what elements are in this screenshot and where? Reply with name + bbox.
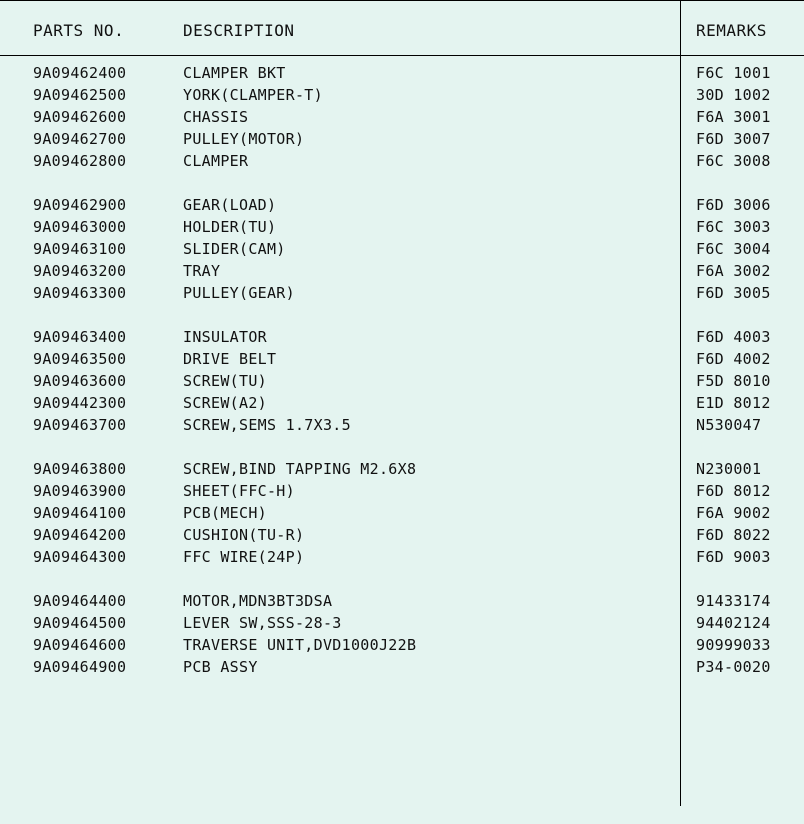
part-description: TRAY [183, 262, 221, 280]
part-description: SHEET(FFC-H) [183, 482, 295, 500]
part-number: 9A09462500 [33, 86, 127, 104]
part-description: CUSHION(TU-R) [183, 526, 305, 544]
part-number: 9A09463900 [33, 482, 127, 500]
part-description: CLAMPER BKT [183, 64, 286, 82]
part-description: SCREW(TU) [183, 372, 267, 390]
part-number: 9A09463400 [33, 328, 127, 346]
table-row [0, 326, 804, 348]
part-description: FFC WIRE(24P) [183, 548, 305, 566]
part-remark: F6D 8022 [696, 526, 771, 544]
row-group [0, 62, 804, 172]
part-remark: F6C 3003 [696, 218, 771, 236]
part-description: SLIDER(CAM) [183, 240, 286, 258]
header-parts-no: PARTS NO. [33, 21, 125, 40]
part-description: PULLEY(GEAR) [183, 284, 295, 302]
part-remark: F6A 9002 [696, 504, 771, 522]
part-remark: F6D 4002 [696, 350, 771, 368]
part-remark: F6D 9003 [696, 548, 771, 566]
row-group [0, 326, 804, 436]
part-description: GEAR(LOAD) [183, 196, 277, 214]
table-row [0, 128, 804, 150]
table-row [0, 612, 804, 634]
part-description: YORK(CLAMPER-T) [183, 86, 323, 104]
table-row [0, 106, 804, 128]
part-remark: F6A 3002 [696, 262, 771, 280]
table-row [0, 216, 804, 238]
row-group [0, 458, 804, 568]
table-row [0, 414, 804, 436]
table-row [0, 370, 804, 392]
part-description: SCREW(A2) [183, 394, 267, 412]
part-remark: F6D 4003 [696, 328, 771, 346]
part-description: PCB ASSY [183, 658, 258, 676]
part-description: MOTOR,MDN3BT3DSA [183, 592, 333, 610]
part-number: 9A09463500 [33, 350, 127, 368]
part-description: CHASSIS [183, 108, 249, 126]
part-description: LEVER SW,SSS-28-3 [183, 614, 342, 632]
part-number: 9A09462800 [33, 152, 127, 170]
part-description: PCB(MECH) [183, 504, 267, 522]
part-number: 9A09463300 [33, 284, 127, 302]
part-remark: 94402124 [696, 614, 771, 632]
part-number: 9A09463700 [33, 416, 127, 434]
part-remark: F6D 8012 [696, 482, 771, 500]
part-number: 9A09463000 [33, 218, 127, 236]
part-remark: N230001 [696, 460, 762, 478]
part-description: TRAVERSE UNIT,DVD1000J22B [183, 636, 417, 654]
part-remark: N530047 [696, 416, 762, 434]
part-number: 9A09442300 [33, 394, 127, 412]
table-row [0, 524, 804, 546]
row-group [0, 194, 804, 304]
table-row [0, 546, 804, 568]
part-remark: F6C 3004 [696, 240, 771, 258]
part-number: 9A09463100 [33, 240, 127, 258]
table-row [0, 150, 804, 172]
table-row [0, 238, 804, 260]
table-row [0, 656, 804, 678]
table-row [0, 348, 804, 370]
table-row [0, 260, 804, 282]
part-description: DRIVE BELT [183, 350, 277, 368]
part-remark: F6D 3005 [696, 284, 771, 302]
part-remark: 90999033 [696, 636, 771, 654]
part-description: CLAMPER [183, 152, 249, 170]
part-number: 9A09462900 [33, 196, 127, 214]
table-row [0, 392, 804, 414]
part-number: 9A09463200 [33, 262, 127, 280]
table-row [0, 62, 804, 84]
part-number: 9A09464300 [33, 548, 127, 566]
part-number: 9A09464200 [33, 526, 127, 544]
part-number: 9A09464600 [33, 636, 127, 654]
part-remark: P34-0020 [696, 658, 771, 676]
part-remark: F5D 8010 [696, 372, 771, 390]
table-row [0, 480, 804, 502]
table-row [0, 634, 804, 656]
table-row [0, 458, 804, 480]
part-number: 9A09464100 [33, 504, 127, 522]
part-remark: F6D 3006 [696, 196, 771, 214]
part-description: SCREW,BIND TAPPING M2.6X8 [183, 460, 417, 478]
header-description: DESCRIPTION [183, 21, 295, 40]
row-group [0, 590, 804, 678]
part-number: 9A09463600 [33, 372, 127, 390]
part-remark: F6A 3001 [696, 108, 771, 126]
part-number: 9A09464900 [33, 658, 127, 676]
part-description: SCREW,SEMS 1.7X3.5 [183, 416, 351, 434]
table-row [0, 590, 804, 612]
part-remark: F6C 1001 [696, 64, 771, 82]
table-row [0, 194, 804, 216]
part-number: 9A09464400 [33, 592, 127, 610]
table-header [0, 0, 804, 56]
part-description: INSULATOR [183, 328, 267, 346]
part-number: 9A09462700 [33, 130, 127, 148]
part-remark: F6D 3007 [696, 130, 771, 148]
part-number: 9A09464500 [33, 614, 127, 632]
part-remark: F6C 3008 [696, 152, 771, 170]
parts-table-body [0, 62, 804, 700]
part-number: 9A09463800 [33, 460, 127, 478]
header-remarks: REMARKS [696, 21, 767, 40]
part-number: 9A09462400 [33, 64, 127, 82]
part-description: PULLEY(MOTOR) [183, 130, 305, 148]
part-description: HOLDER(TU) [183, 218, 277, 236]
part-remark: E1D 8012 [696, 394, 771, 412]
table-row [0, 282, 804, 304]
part-remark: 91433174 [696, 592, 771, 610]
table-row [0, 84, 804, 106]
part-number: 9A09462600 [33, 108, 127, 126]
part-remark: 30D 1002 [696, 86, 771, 104]
table-row [0, 502, 804, 524]
